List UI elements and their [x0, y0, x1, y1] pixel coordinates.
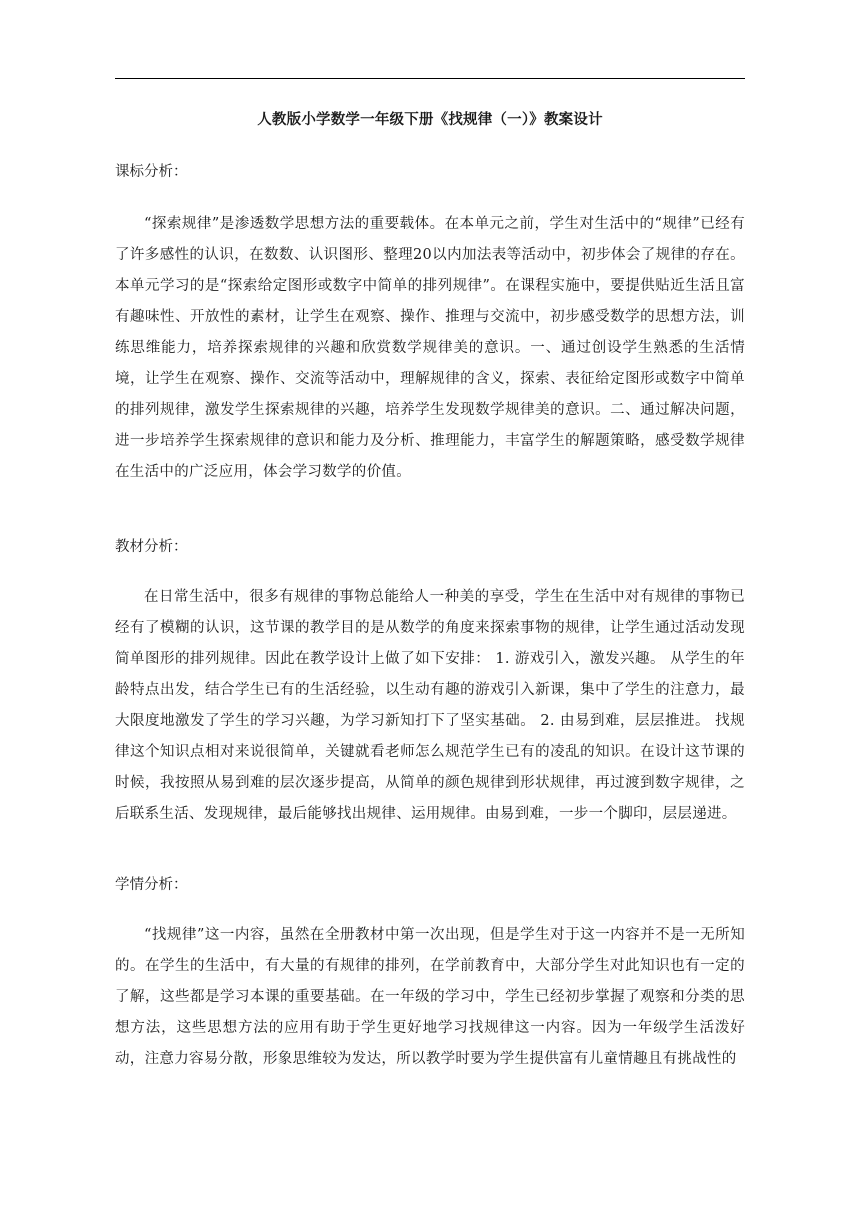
section-body-students: “找规律”这一内容，虽然在全册教材中第一次出现，但是学生对于这一内容并不是一无所知的。在学生的生活中，有大量的有规律的排列，在学前教育中，大部分学生对此知识也有一定的了解，这些都是学习本课的重要基础。在一年级的学习中，学生已经初步掌握了观察和分类的思想方法，这些思想方法的应用有助于学生更好地学习找规律这一内容。因为一年级学生活泼好动，注意力容易分散，形象思维较为发达，所以教学时要为学生提供富有儿童情趣且有挑战性的: [115, 927, 745, 1067]
section-body-curriculum: “探索规律”是渗透数学思想方法的重要载体。在本单元之前，学生对生活中的“规律”已经有了许多感性的认识，在数数、认识图形、整理20以内加法表等活动中，初步体会了规律的存在。本单元学习的是“探索给定图形或数字中简单的排列规律”。在课程实施中，要提供贴近生活且富有趣味性、开放性的素材，让学生在观察、操作、推理与交流中，初步感受数学的思想方法，训练思维能力，培养探索规律的兴趣和欣赏数学规律美的意识。一、通过创设学生熟悉的生活情境，让学生在观察、操作、交流等活动中，理解规律的含义，探索、表征给定图形或数字中简单的排列规律，激发学生探索规律的兴趣，培养学生发现数学规律美的意识。二、通过解决问题，进一步培养学生探索规律的意识和能力及分析、推理能力，丰富学生的解题策略，感受数学规律在生活中的广泛应用，体会学习数学的价值。: [115, 216, 745, 480]
document-title: 人教版小学数学一年级下册《找规律（一）》教案设计: [257, 111, 603, 128]
section-heading-students: 学情分析：: [115, 877, 188, 893]
header-rule: [115, 78, 745, 79]
section-heading-curriculum: 课标分析：: [115, 164, 188, 180]
section-heading-textbook: 教材分析：: [115, 539, 188, 555]
section-body-textbook: 在日常生活中，很多有规律的事物总能给人一种美的享受，学生在生活中对有规律的事物已经有了模糊的认识，这节课的教学目的是从数学的角度来探索事物的规律，让学生通过活动发现简单图形的排列规律。因此在教学设计上做了如下安排： 1. 游戏引入，激发兴趣。 从学生的年龄特点出发，结合学生已有的生活经验，以生动有趣的游戏引入新课，集中了学生的注意力，最大限度地激发了学生的学习兴趣，为学习新知打下了坚实基础。 2. 由易到难，层层推进。 找规律这个知识点相对来说很简单，关键就看老师怎么规范学生已有的凌乱的知识。在设计这节课的时候，我按照从易到难的层次逐步提高，从简单的颜色规律到形状规律，再过渡到数字规律，之后联系生活、发现规律，最后能够找出规律、运用规律。由易到难，一步一个脚印，层层递进。: [115, 589, 745, 822]
